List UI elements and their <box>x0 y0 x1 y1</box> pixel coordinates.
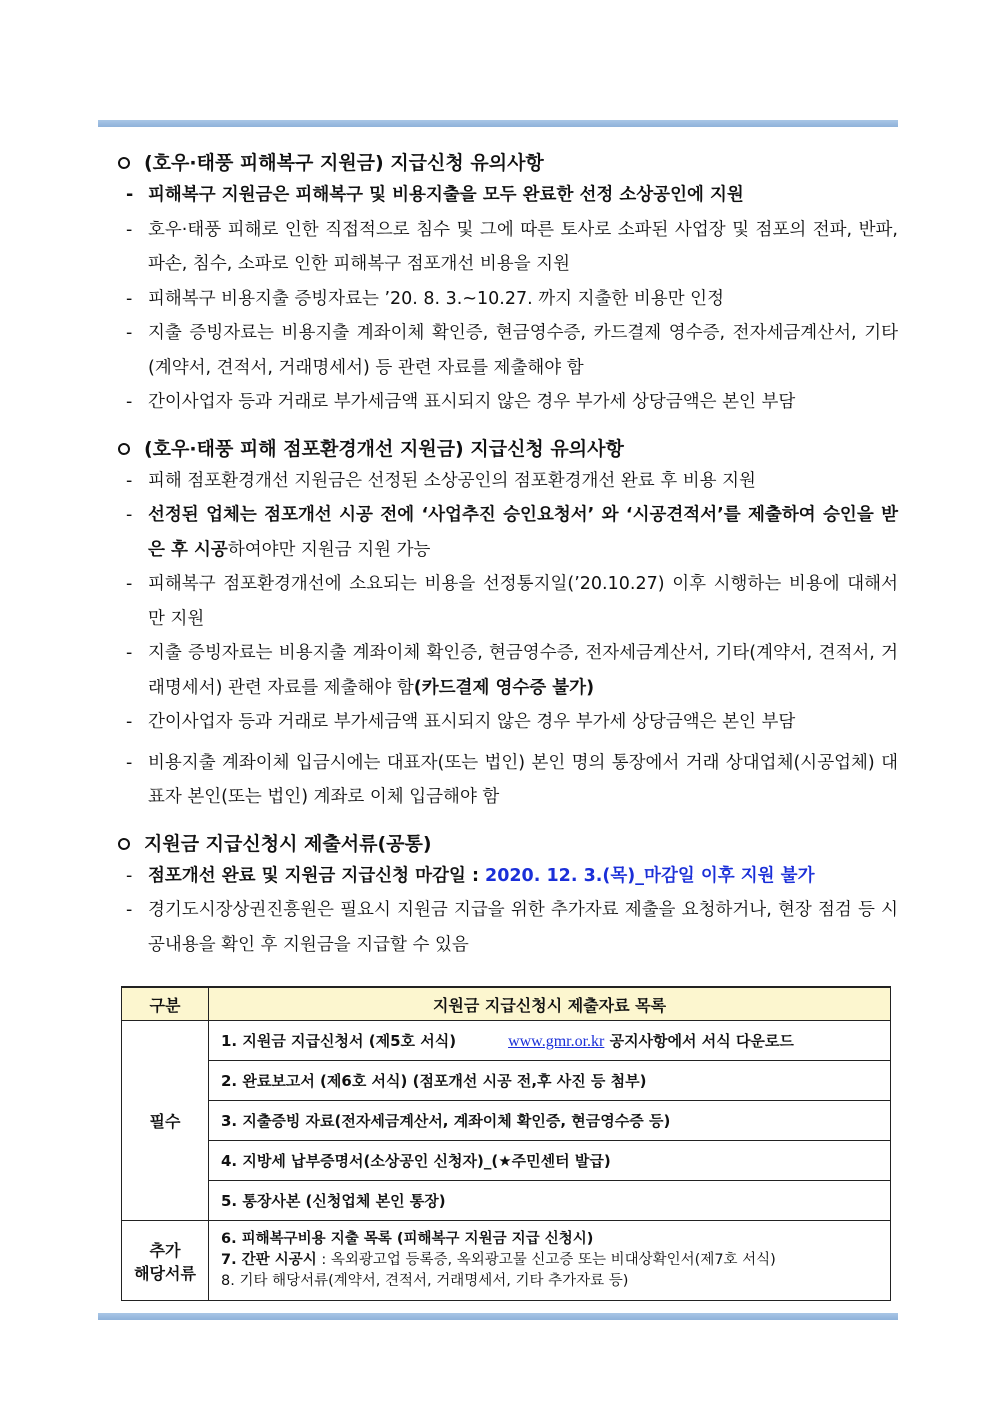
section-required-documents <box>118 829 898 963</box>
additional-docs: 6. 피해복구비용 지출 목록 (피해복구 지원금 지급 신청시) 7. 간판 시공시 : 옥외광고업 등록증, 옥외광고물 신고증 또는 비대상확인서(제7호 서식) 8. 기타 해당서류(계약서, 견적서, 거래명세서, 기타 추가자료 등) <box>209 1221 891 1301</box>
table-row <box>122 1221 891 1301</box>
circle-bullet-icon <box>118 157 130 169</box>
required-doc-4: 4. 지방세 납부증명서(소상공인 신청자)_(★주민센터 발급) <box>209 1141 891 1181</box>
table-row <box>122 1141 891 1181</box>
section-improvement-notes <box>118 434 898 815</box>
list-item: - 비용지출 계좌이체 입금시에는 대표자(또는 법인) 본인 명의 통장에서 거래 상대업체(시공업체) 대표자 본인(또는 법인) 계좌로 이체 입금해야 함 <box>118 746 898 815</box>
list-item: - 호우·태풍 피해로 인한 직접적으로 침수 및 그에 따른 토사로 소파된 사업장 및 점포의 전파, 반파, 파손, 침수, 소파로 인한 피해복구 점포개선 비용을 지원 <box>118 213 898 282</box>
deadline-item: - 점포개선 완료 및 지원금 지급신청 마감일 : 2020. 12. 3.(목)_마감일 이후 지원 불가 <box>118 859 898 894</box>
section-title: (호우·태풍 피해복구 지원금) 지급신청 유의사항 <box>118 148 898 178</box>
section-recovery-notes <box>118 148 898 420</box>
table-row <box>122 1181 891 1221</box>
table-row <box>122 1061 891 1101</box>
header-category: 구분 <box>122 987 209 1021</box>
document-body <box>118 148 898 976</box>
required-doc-2: 2. 완료보고서 (제6호 서식) (점포개선 시공 전,후 사진 등 첨부) <box>209 1061 891 1101</box>
list-item: - 경기도시장상권진흥원은 필요시 지원금 지급을 위한 추가자료 제출을 요청하거나, 현장 점검 등 시공내용을 확인 후 지원금을 지급할 수 있음 <box>118 893 898 962</box>
table-row <box>122 1101 891 1141</box>
circle-bullet-icon <box>118 443 130 455</box>
required-doc-3: 3. 지출증빙 자료(전자세금계산서, 계좌이체 확인증, 현금영수증 등) <box>209 1101 891 1141</box>
category-required: 필수 <box>122 1021 209 1221</box>
required-doc-1: 1. 지원금 지급신청서 (제5호 서식) www.gmr.or.kr 공지사항에서 서식 다운로드 <box>209 1021 891 1061</box>
circle-bullet-icon <box>118 838 130 850</box>
list-item: - 피해복구 점포환경개선에 소요되는 비용을 선정통지일(’20.10.27) 이후 시행하는 비용에 대해서만 지원 <box>118 567 898 636</box>
table-header-row <box>122 987 891 1021</box>
section-title: 지원금 지급신청시 제출서류(공통) <box>118 829 898 859</box>
section-title: (호우·태풍 피해 점포환경개선 지원금) 지급신청 유의사항 <box>118 434 898 464</box>
list-item: - 피해복구 비용지출 증빙자료는 ’20. 8. 3.~10.27. 까지 지출한 비용만 인정 <box>118 282 898 317</box>
required-doc-5: 5. 통장사본 (신청업체 본인 통장) <box>209 1181 891 1221</box>
list-item: - 선정된 업체는 점포개선 시공 전에 ‘사업추진 승인요청서’ 와 ‘시공견적서’를 제출하여 승인을 받은 후 시공하여야만 지원금 지원 가능 <box>118 498 898 567</box>
list-item: - 지출 증빙자료는 비용지출 계좌이체 확인증, 현금영수증, 전자세금계산서, 기타(계약서, 견적서, 거래명세서) 관련 자료를 제출해야 함(카드결제 영수증 불가) <box>118 636 898 705</box>
gmr-website-link[interactable]: www.gmr.or.kr <box>508 1033 605 1050</box>
header-document-list: 지원금 지급신청시 제출자료 목록 <box>209 987 891 1021</box>
list-item: - 지출 증빙자료는 비용지출 계좌이체 확인증, 현금영수증, 카드결제 영수증, 전자세금계산서, 기타(계약서, 견적서, 거래명세서) 등 관련 자료를 제출해야 함 <box>118 316 898 385</box>
documents-table <box>121 986 891 1301</box>
table-row <box>122 1021 891 1061</box>
category-additional: 추가 해당서류 <box>122 1221 209 1301</box>
top-divider-bar <box>98 120 898 127</box>
list-item: - 피해복구 지원금은 피해복구 및 비용지출을 모두 완료한 선정 소상공인에 지원 <box>118 178 898 213</box>
bottom-divider-bar <box>98 1313 898 1320</box>
list-item: - 간이사업자 등과 거래로 부가세금액 표시되지 않은 경우 부가세 상당금액은 본인 부담 <box>118 385 898 420</box>
list-item: - 간이사업자 등과 거래로 부가세금액 표시되지 않은 경우 부가세 상당금액은 본인 부담 <box>118 705 898 740</box>
list-item: - 피해 점포환경개선 지원금은 선정된 소상공인의 점포환경개선 완료 후 비용 지원 <box>118 464 898 499</box>
